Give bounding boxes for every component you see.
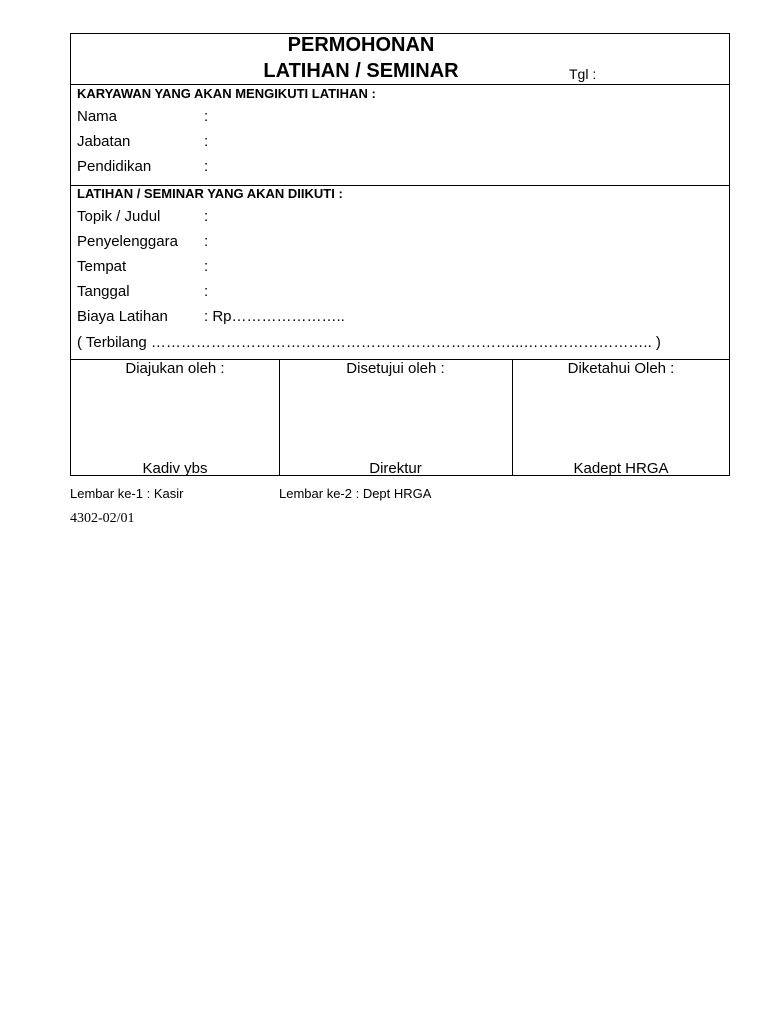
copy-distribution-2: Lembar ke-2 : Dept HRGA: [279, 486, 432, 501]
form-title-line1: PERMOHONAN: [287, 34, 435, 56]
field-value-topik[interactable]: :: [204, 208, 209, 225]
field-value-tanggal[interactable]: :: [204, 283, 209, 300]
field-label-biaya: Biaya Latihan: [77, 308, 168, 325]
field-terbilang[interactable]: ( Terbilang ………………………………………………………………...…………………….. ): [77, 334, 661, 351]
signature-heading-diajukan: Diajukan oleh :: [125, 360, 225, 377]
field-value-jabatan[interactable]: :: [204, 133, 209, 150]
signature-role-kadiv: Kadiv ybs: [142, 460, 208, 477]
copy-distribution-1: Lembar ke-1 : Kasir: [70, 486, 184, 501]
field-value-tempat[interactable]: :: [204, 258, 209, 275]
training-section-heading: LATIHAN / SEMINAR YANG AKAN DIIKUTI :: [77, 186, 343, 201]
signature-heading-disetujui: Disetujui oleh :: [346, 360, 445, 377]
field-label-penyelenggara: Penyelenggara: [77, 233, 178, 250]
signature-heading-diketahui: Diketahui Oleh :: [567, 360, 675, 377]
field-value-biaya[interactable]: : Rp…………………..: [204, 308, 345, 325]
field-value-penyelenggara[interactable]: :: [204, 233, 209, 250]
divider-title: [71, 84, 729, 85]
field-label-jabatan: Jabatan: [77, 133, 131, 150]
signature-role-kadept: Kadept HRGA: [573, 460, 669, 477]
date-label: Tgl :: [569, 66, 597, 82]
field-label-tanggal: Tanggal: [77, 283, 130, 300]
employee-section-heading: KARYAWAN YANG AKAN MENGIKUTI LATIHAN :: [77, 86, 376, 101]
signature-role-direktur: Direktur: [369, 460, 422, 477]
field-value-pendidikan[interactable]: :: [204, 158, 209, 175]
field-label-tempat: Tempat: [77, 258, 127, 275]
training-request-form: [70, 33, 730, 476]
field-label-nama: Nama: [77, 108, 118, 125]
form-title-line2: LATIHAN / SEMINAR: [263, 60, 459, 82]
field-label-pendidikan: Pendidikan: [77, 158, 152, 175]
field-label-topik: Topik / Judul: [77, 208, 161, 225]
form-code: 4302-02/01: [70, 511, 135, 526]
field-value-nama[interactable]: :: [204, 108, 209, 125]
